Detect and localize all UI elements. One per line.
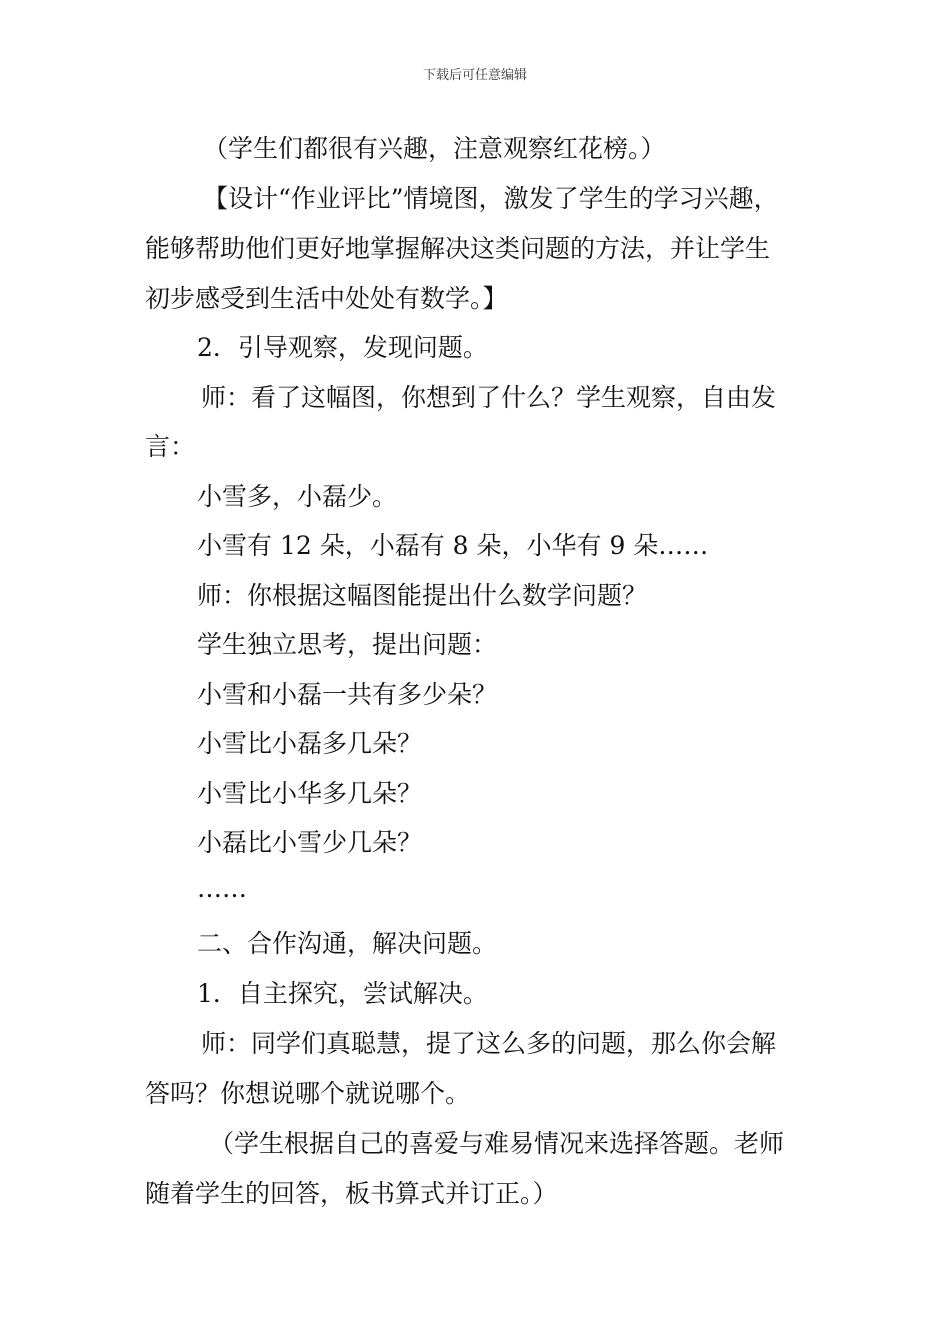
paragraph-line: （学生根据自己的喜爱与难易情况来选择答题。老师 (209, 1129, 785, 1158)
paragraph-line: 学生独立思考，提出问题： (197, 630, 498, 659)
paragraph-line: （学生们都很有兴趣，注意观察红花榜。） (203, 134, 666, 163)
question-item: 小磊比小雪少几朵？ (197, 828, 423, 857)
question-item: 小雪和小磊一共有多少朵？ (197, 680, 498, 709)
paragraph-line: 【设计“作业评比”情境图，激发了学生的学习兴趣， (203, 184, 779, 213)
section-heading: 二、合作沟通，解决问题。 (197, 929, 498, 958)
paragraph-line: 初步感受到生活中处处有数学。】 (145, 284, 508, 313)
paragraph-line: 师：看了这幅图，你想到了什么？学生观察，自由发 (201, 383, 777, 412)
section-heading: 1．自主探究，尝试解决。 (197, 979, 488, 1008)
section-heading: 2．引导观察，发现问题。 (197, 333, 488, 362)
paragraph-line: 师：同学们真聪慧，提了这么多的问题，那么你会解 (201, 1029, 777, 1058)
ellipsis-line: …… (197, 874, 247, 903)
paragraph-line: 师：你根据这幅图能提出什么数学问题？ (197, 581, 648, 610)
page-header: 下载后可任意编辑 (422, 68, 527, 83)
paragraph-line: 能够帮助他们更好地掌握解决这类问题的方法，并让学生 (145, 234, 771, 263)
question-item: 小雪比小华多几朵？ (197, 779, 423, 808)
paragraph-line: 言： (145, 432, 196, 461)
question-item: 小雪比小磊多几朵？ (197, 729, 423, 758)
paragraph-line: 小雪有 12 朵，小磊有 8 朵，小华有 9 朵…… (197, 531, 709, 560)
paragraph-line: 小雪多，小磊少。 (197, 482, 398, 511)
paragraph-line: 答吗？你想说哪个就说哪个。 (145, 1079, 471, 1108)
paragraph-line: 随着学生的回答，板书算式并订正。） (145, 1179, 558, 1208)
